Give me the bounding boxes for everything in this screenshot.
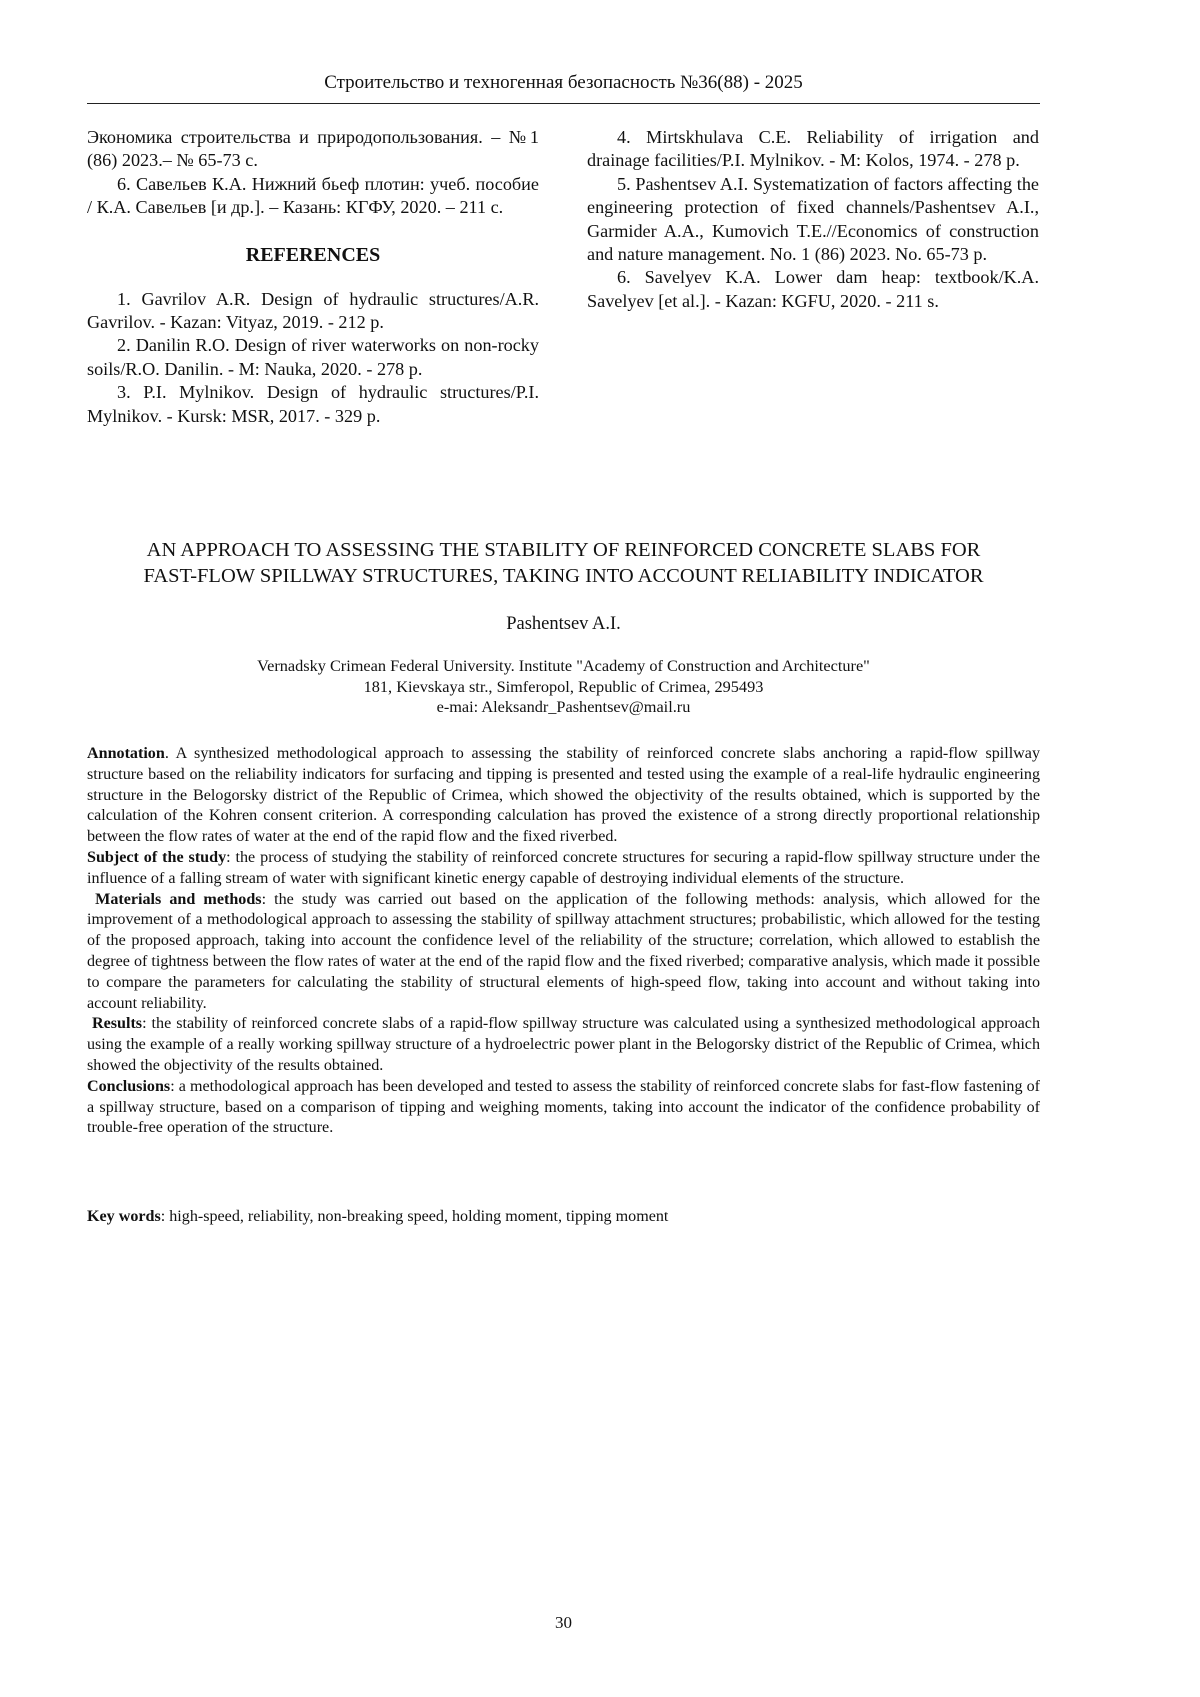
journal-header: Строительство и техногенная безопасность №36(88) - 2025 — [324, 72, 803, 93]
right-column — [587, 126, 1039, 313]
annotation-paragraph — [87, 744, 1040, 848]
references-heading: REFERENCES — [245, 243, 381, 266]
article-title-line: AN APPROACH TO ASSESSING THE STABILITY OF REINFORCED CONCRETE SLABS FOR — [146, 539, 981, 561]
annotation-label: Annotation — [87, 745, 165, 762]
annotation-text: . A synthesized methodological approach to assessing the stability of reinforced concrete slabs anchoring a rapid-flow spillway structure based on the reliability indicators for surfacing and tipping is presented and tested using the example of a real-life hydraulic engineering structure in the Belogorsky district of the Republic of Crimea, which showed the objectivity of the results obtained, which is supported by the calculation of the Kohren consent criterion. A corresponding calculation has proved the existence of a strong directly proportional relationship between the flow rates of water at the end of the rapid flow and the fixed riverbed. — [87, 745, 1040, 846]
reference-item: 1. Gavrilov A.R. Design of hydraulic structures/A.R. Gavrilov. - Kazan: Vityaz, 2019. - 212 p. — [87, 288, 539, 333]
keywords-text: : high-speed, reliability, non-breaking speed, holding moment, tipping moment — [160, 1208, 669, 1225]
conclusions-label: Conclusions — [87, 1077, 171, 1095]
affiliation-email: e-mai: Aleksandr_Pashentsev@mail.ru — [436, 697, 691, 716]
reference-item: 5. Pashentsev A.I. Systematization of factors affecting the engineering protection of fixed channels/Pashentsev A.I., Garmider A.A., Kumovich T.E.//Economics of construction and nature management. No. 1 (86) 2023. No. 65-73 p. — [587, 173, 1039, 265]
subject-label: Subject of the study — [87, 848, 227, 866]
affiliation-address: 181, Kievskaya str., Simferopol, Republic of Crimea, 295493 — [363, 676, 764, 696]
subject-text: : the process of studying the stability of reinforced concrete structures for securing a rapid-flow spillway structure under the influence of a falling stream of water with significant kinetic energy capable of destroying individual elements of the structure. — [87, 848, 1040, 887]
conclusions-paragraph — [87, 1077, 1040, 1139]
subject-paragraph — [87, 848, 1040, 890]
results-paragraph — [87, 1014, 1040, 1076]
abstract — [87, 744, 1040, 1139]
results-text: : the stability of reinforced concrete slabs of a rapid-flow spillway structure was calculated using a synthesized methodological approach using the example of a really working spillway structure of a hydroelectric power plant in the Belogorsky district of the Republic of Crimea, which showed the objectivity of the results obtained. — [87, 1015, 1040, 1074]
materials-paragraph — [87, 890, 1040, 1015]
materials-label: Materials and methods — [95, 890, 262, 908]
keywords — [87, 1207, 1040, 1228]
header-rule — [87, 103, 1040, 104]
keywords-label: Key words — [87, 1208, 161, 1225]
page-number: 30 — [555, 1613, 572, 1632]
left-column — [87, 126, 539, 428]
continued-reference: Экономика строительства и природопользования. – №1 (86) 2023.– № 65-73 с. — [87, 127, 539, 171]
affiliation — [87, 656, 1040, 718]
article-title — [87, 537, 1040, 589]
ru-reference-6: 6. Савельев К.А. Нижний бьеф плотин: учеб. пособие / К.А. Савельев [и др.]. – Казань: КГФУ, 2020. – 211 с. — [87, 173, 539, 218]
conclusions-text: : a methodological approach has been developed and tested to assess the stability of reinforced concrete slabs for fast-flow fastening of a spillway structure, based on a comparison of tipping and weighing moments, taking into account the indicator of the confidence probability of trouble-free operation of the structure. — [87, 1077, 1040, 1137]
reference-item: 4. Mirtskhulava C.E. Reliability of irrigation and drainage facilities/P.I. Mylnikov. - M: Kolos, 1974. - 278 p. — [587, 127, 1039, 171]
reference-item: 6. Savelyev K.A. Lower dam heap: textbook/K.A. Savelyev [et al.]. - Kazan: KGFU, 2020. - 211 s. — [587, 267, 1039, 311]
results-label: Results — [92, 1015, 143, 1033]
author-name: Pashentsev A.I. — [506, 614, 621, 634]
affiliation-institute: Vernadsky Crimean Federal University. Institute "Academy of Construction and Architecture" — [257, 656, 870, 675]
reference-item: 2. Danilin R.O. Design of river waterworks on non-rocky soils/R.O. Danilin. - M: Nauka, 2020. - 278 p. — [87, 335, 539, 379]
materials-text: : the study was carried out based on the application of the following methods: analysis, which allowed for the improvement of a methodological approach to assessing the stability of spillway attachment structures; probabilistic, which allowed for the testing of the proposed approach, taking into account the confidence level of the reliability of the structure; correlation, which allowed to establish the degree of tightness between the flow rates of water at the end of the rapid flow and the fixed riverbed; comparative analysis, which made it possible to compare the parameters for calculating the stability of structural elements of high-speed flow, taking into account and without taking into account reliability. — [87, 890, 1041, 1012]
article-title-line: FAST-FLOW SPILLWAY STRUCTURES, TAKING INTO ACCOUNT RELIABILITY INDICATOR — [143, 565, 984, 587]
reference-item: 3. P.I. Mylnikov. Design of hydraulic structures/P.I. Mylnikov. - Kursk: MSR, 2017. - 329 p. — [87, 382, 539, 426]
